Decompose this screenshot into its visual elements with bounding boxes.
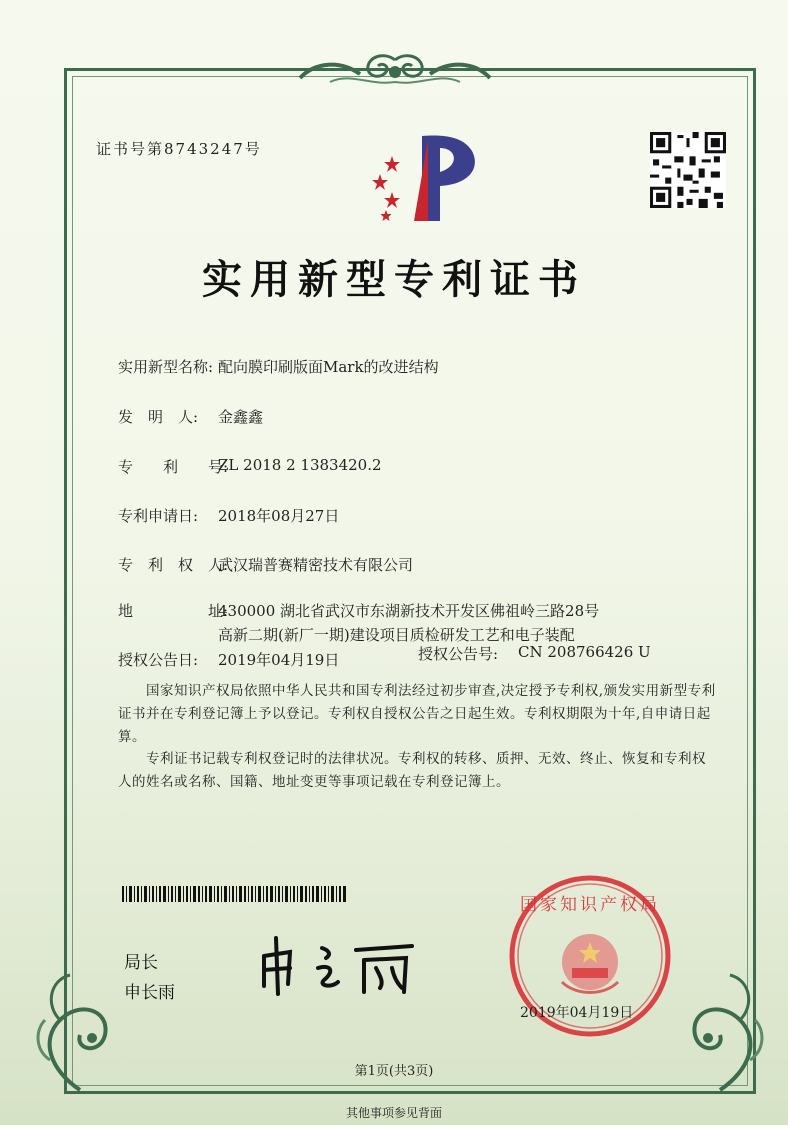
- grant-statement-paragraph: 国家知识产权局依照中华人民共和国专利法经过初步审查,决定授予专利权,颁发实用新型专利证书并在专利登记簿上予以登记。专利权自授权公告之日起生效。专利权期限为十年,自申请日起算。: [118, 683, 716, 745]
- patent-number-label: 专 利 号:: [118, 458, 229, 476]
- seal-text: 国家知识产权局: [520, 895, 660, 915]
- patentee-value: 武汉瑞普赛精密技术有限公司: [218, 556, 414, 574]
- top-ornament-icon: [290, 52, 500, 92]
- director-title: 局长: [124, 953, 158, 973]
- grant-date-label: 授权公告日:: [118, 651, 199, 669]
- seal-date: 2019年04月19日: [520, 1005, 634, 1021]
- patent-office-logo-icon: [362, 126, 482, 226]
- address-label: 地 址:: [118, 602, 229, 620]
- reverse-side-note: 其他事项参见背面: [345, 1106, 442, 1120]
- utility-model-name-label: 实用新型名称:: [118, 358, 214, 376]
- bottom-right-ornament-icon: [660, 960, 770, 1100]
- page-indicator: 第1页(共3页): [354, 1064, 434, 1079]
- filing-date-value: 2018年08月27日: [218, 507, 340, 525]
- inventor-value: 金鑫鑫: [218, 408, 264, 426]
- director-name: 申长雨: [124, 983, 175, 1003]
- legal-status-paragraph: 专利证书记载专利权登记时的法律状况。专利权的转移、质押、无效、终止、恢复和专利权人的姓名或名称、国籍、地址变更等事项记载在专利登记簿上。: [118, 751, 706, 790]
- utility-model-name-value: 配向膜印刷版面Mark的改进结构: [218, 358, 439, 376]
- address-line-2: 高新二期(新厂一期)建设项目质检研发工艺和电子装配: [218, 626, 575, 644]
- patent-number-value: ZL 2018 2 1383420.2: [218, 456, 382, 474]
- director-signature-icon: [252, 928, 432, 998]
- grant-date-value: 2019年04月19日: [218, 651, 340, 669]
- grant-number-value: CN 208766426 U: [518, 643, 651, 661]
- address-line-1: 430000 湖北省武汉市东湖新技术开发区佛祖岭三路28号: [218, 602, 600, 620]
- certificate-number: 证书号第8743247号: [96, 140, 262, 158]
- inventor-label: 发 明 人:: [118, 408, 199, 426]
- certificate-title: 实用新型专利证书: [202, 257, 586, 303]
- qr-code-icon: [650, 132, 726, 208]
- filing-date-label: 专利申请日:: [118, 507, 199, 525]
- patentee-label: 专 利 权 人:: [118, 556, 229, 574]
- barcode-icon: [122, 886, 346, 902]
- grant-number-label: 授权公告号:: [418, 645, 499, 663]
